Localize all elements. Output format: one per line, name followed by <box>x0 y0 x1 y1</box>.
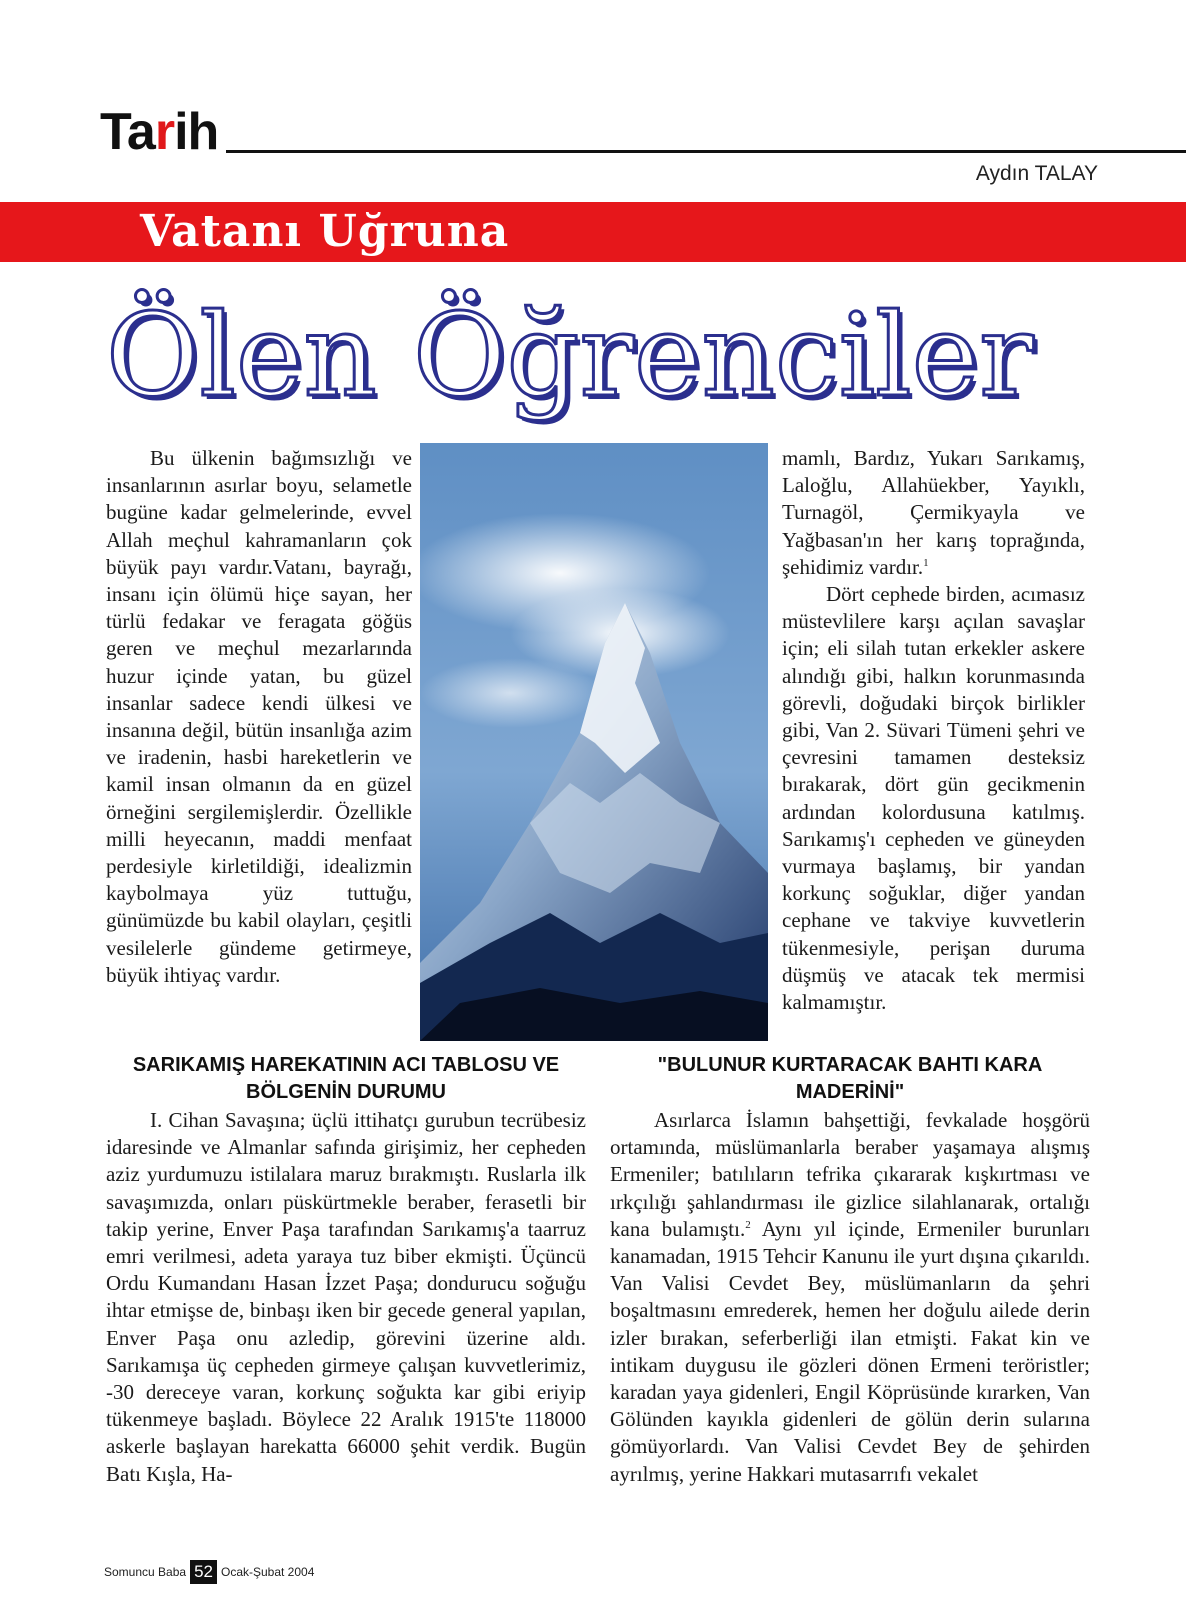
paragraph-text: mamlı, Bardız, Yukarı Sarıkamış, Laloğlu, Allahüekber, Yayıklı, Turnagöl, Çermikyayla ve Yağbasan'ın her karış toprağında, şehidimiz vardır. <box>782 446 1085 579</box>
column-right-bottom <box>610 1107 1090 1488</box>
section-rule <box>226 150 1186 153</box>
paragraph: I. Cihan Savaşına; üçlü ittihatçı gurubun tecrübesiz idaresinde ve Almanlar safında girişimiz, her cepheden aziz yurdumuzu istilalara maruz bırakmıştı. Ruslarla ilk savaşımızda, onları püskürtmekle beraber, ferasetli bir takip yerine, Enver Paşa tarafından Sarıkamış'a taarruz emri verilmesi, adeta yaraya tuz biber ekmişti. Üçüncü Ordu Kumandanı Hasan İzzet Paşa; dondurucu soğuğu ihtar etmişse de, binbaşı iken bir gecede general yapılan, Enver Paşa onu azledip, görevini üzerine aldı. Sarıkamışa üç cepheden girmeye çalışan kuvvetlerimiz, -30 dereceye varan, korkunç soğukta kar gibi eriyip tükenmeye başladı. Böylece 22 Aralık 1915'te 118000 askerle başlayan harekatta 66000 şehit verdik. Bugün Batı Kışla, Ha- <box>106 1108 586 1486</box>
issue-date: Ocak-Şubat 2004 <box>220 1565 315 1579</box>
paragraph <box>782 445 1085 581</box>
author-name: Aydın TALAY <box>975 162 1098 185</box>
article-headline: Ölen Öğrenciler <box>106 289 1034 422</box>
mountain-photo <box>420 443 768 1041</box>
paragraph: Dört cephede birden, acımasız müstevlilere karşı açılan savaşlar için; eli silah tutan erkekler askere alındığı gibi, halkın korunmasında görevli, doğudaki birçok birlikler gibi, Van 2. Süvari Tümeni şehri ve çevresini tamamen desteksiz bırakarak, dört gün gecikmenin ardından kolordusuna katılmış. Sarıkamış'ı cepheden ve güneyden vurmaya başlamış, bir yandan korkunç soğuklar, diğer yandan cephane ve takviye kuvvetlerin tükenmesiyle, perişan duruma düşmüş ve atacak tek mermisi kalmamıştır. <box>782 582 1085 1015</box>
footnote-ref: 1 <box>923 556 929 569</box>
section-label-accent: r <box>154 103 175 161</box>
subheading-left: SARIKAMIŞ HAREKATININ ACI TABLOSU VE BÖLGENİN DURUMU <box>132 1054 560 1103</box>
paragraph <box>610 1107 1090 1488</box>
column-left-top <box>106 445 412 989</box>
mountain-illustration <box>420 443 768 1041</box>
section-label-prefix: Ta <box>100 103 155 161</box>
subheading-right: "BULUNUR KURTARACAK BAHTI KARA MADERİNİ" <box>657 1054 1043 1103</box>
paragraph-text: Aynı yıl içinde, Ermeniler burunları kanamadan, 1915 Tehcir Kanunu ile yurt dışına çıkarıldı. Van Valisi Cevdet Bey, müslümanların da şehri boşaltmasını emrederek, hemen her doğulu ailede derin izler bırakan, seferberliği ilan etmişti. Fakat kin ve intikam duygusu ile gözleri dönen Ermeni teröristler; karadan yaya gidenleri, Engil Köprüsünde kırarken, Van Gölünden kayıkla gidenleri de gölün derin sularına gömüyorlardı. Van Valisi Cevdet Bey de şehirden ayrılmış, yerine Hakkari mutasarrıfı vekalet <box>610 1216 1090 1486</box>
paragraph: Bu ülkenin bağımsızlığı ve insanlarının asırlar boyu, selametle bugüne kadar gelmelerinde, evvel Allah meçhul kahramanların çok büyük payı vardır.Vatanı, bayrağı, insanı için ölümü hiçe sayan, her türlü fedakar ve feragata göğüs geren ve meçhul mezarlarında huzur içinde yatan, bu güzel insanlar sadece kendi ülkesi ve insanına değil, bütün insanlığa azim ve iradenin, hasbi hareketlerin ve kamil insan olmanın da en güzel örneğini sergilemişlerdir. Özellikle milli heyecanın, maddi menfaat perdesiyle kirletildiği, idealizmin kaybolmaya yüz tuttuğu, günümüzde bu kabil olayları, çeşitli vesilelerle gündeme getirmeye, büyük ihtiyaç vardır. <box>106 446 412 987</box>
magazine-name: Somuncu Baba <box>104 1565 187 1579</box>
column-right-top <box>782 445 1085 1016</box>
column-left-bottom <box>106 1107 586 1488</box>
paragraph-text: Asırlarca İslamın bahşettiği, fevkalade hoşgörü ortamında, müslümanlarla beraber yaşamaya alışmış Ermeniler; batılıların tefrika çıkararak kışkırtması ve ırkçılığı şahlandırması ile gizlice silahlanarak, ortalığı kana bulamıştı. <box>610 1108 1090 1241</box>
footnote-ref: 2 <box>745 1218 751 1231</box>
section-label <box>100 104 218 160</box>
page-number: 52 <box>190 1560 217 1584</box>
section-label-suffix: ih <box>174 103 219 161</box>
article-kicker: Vatanı Uğruna <box>140 206 510 257</box>
page-footer <box>104 1560 314 1584</box>
